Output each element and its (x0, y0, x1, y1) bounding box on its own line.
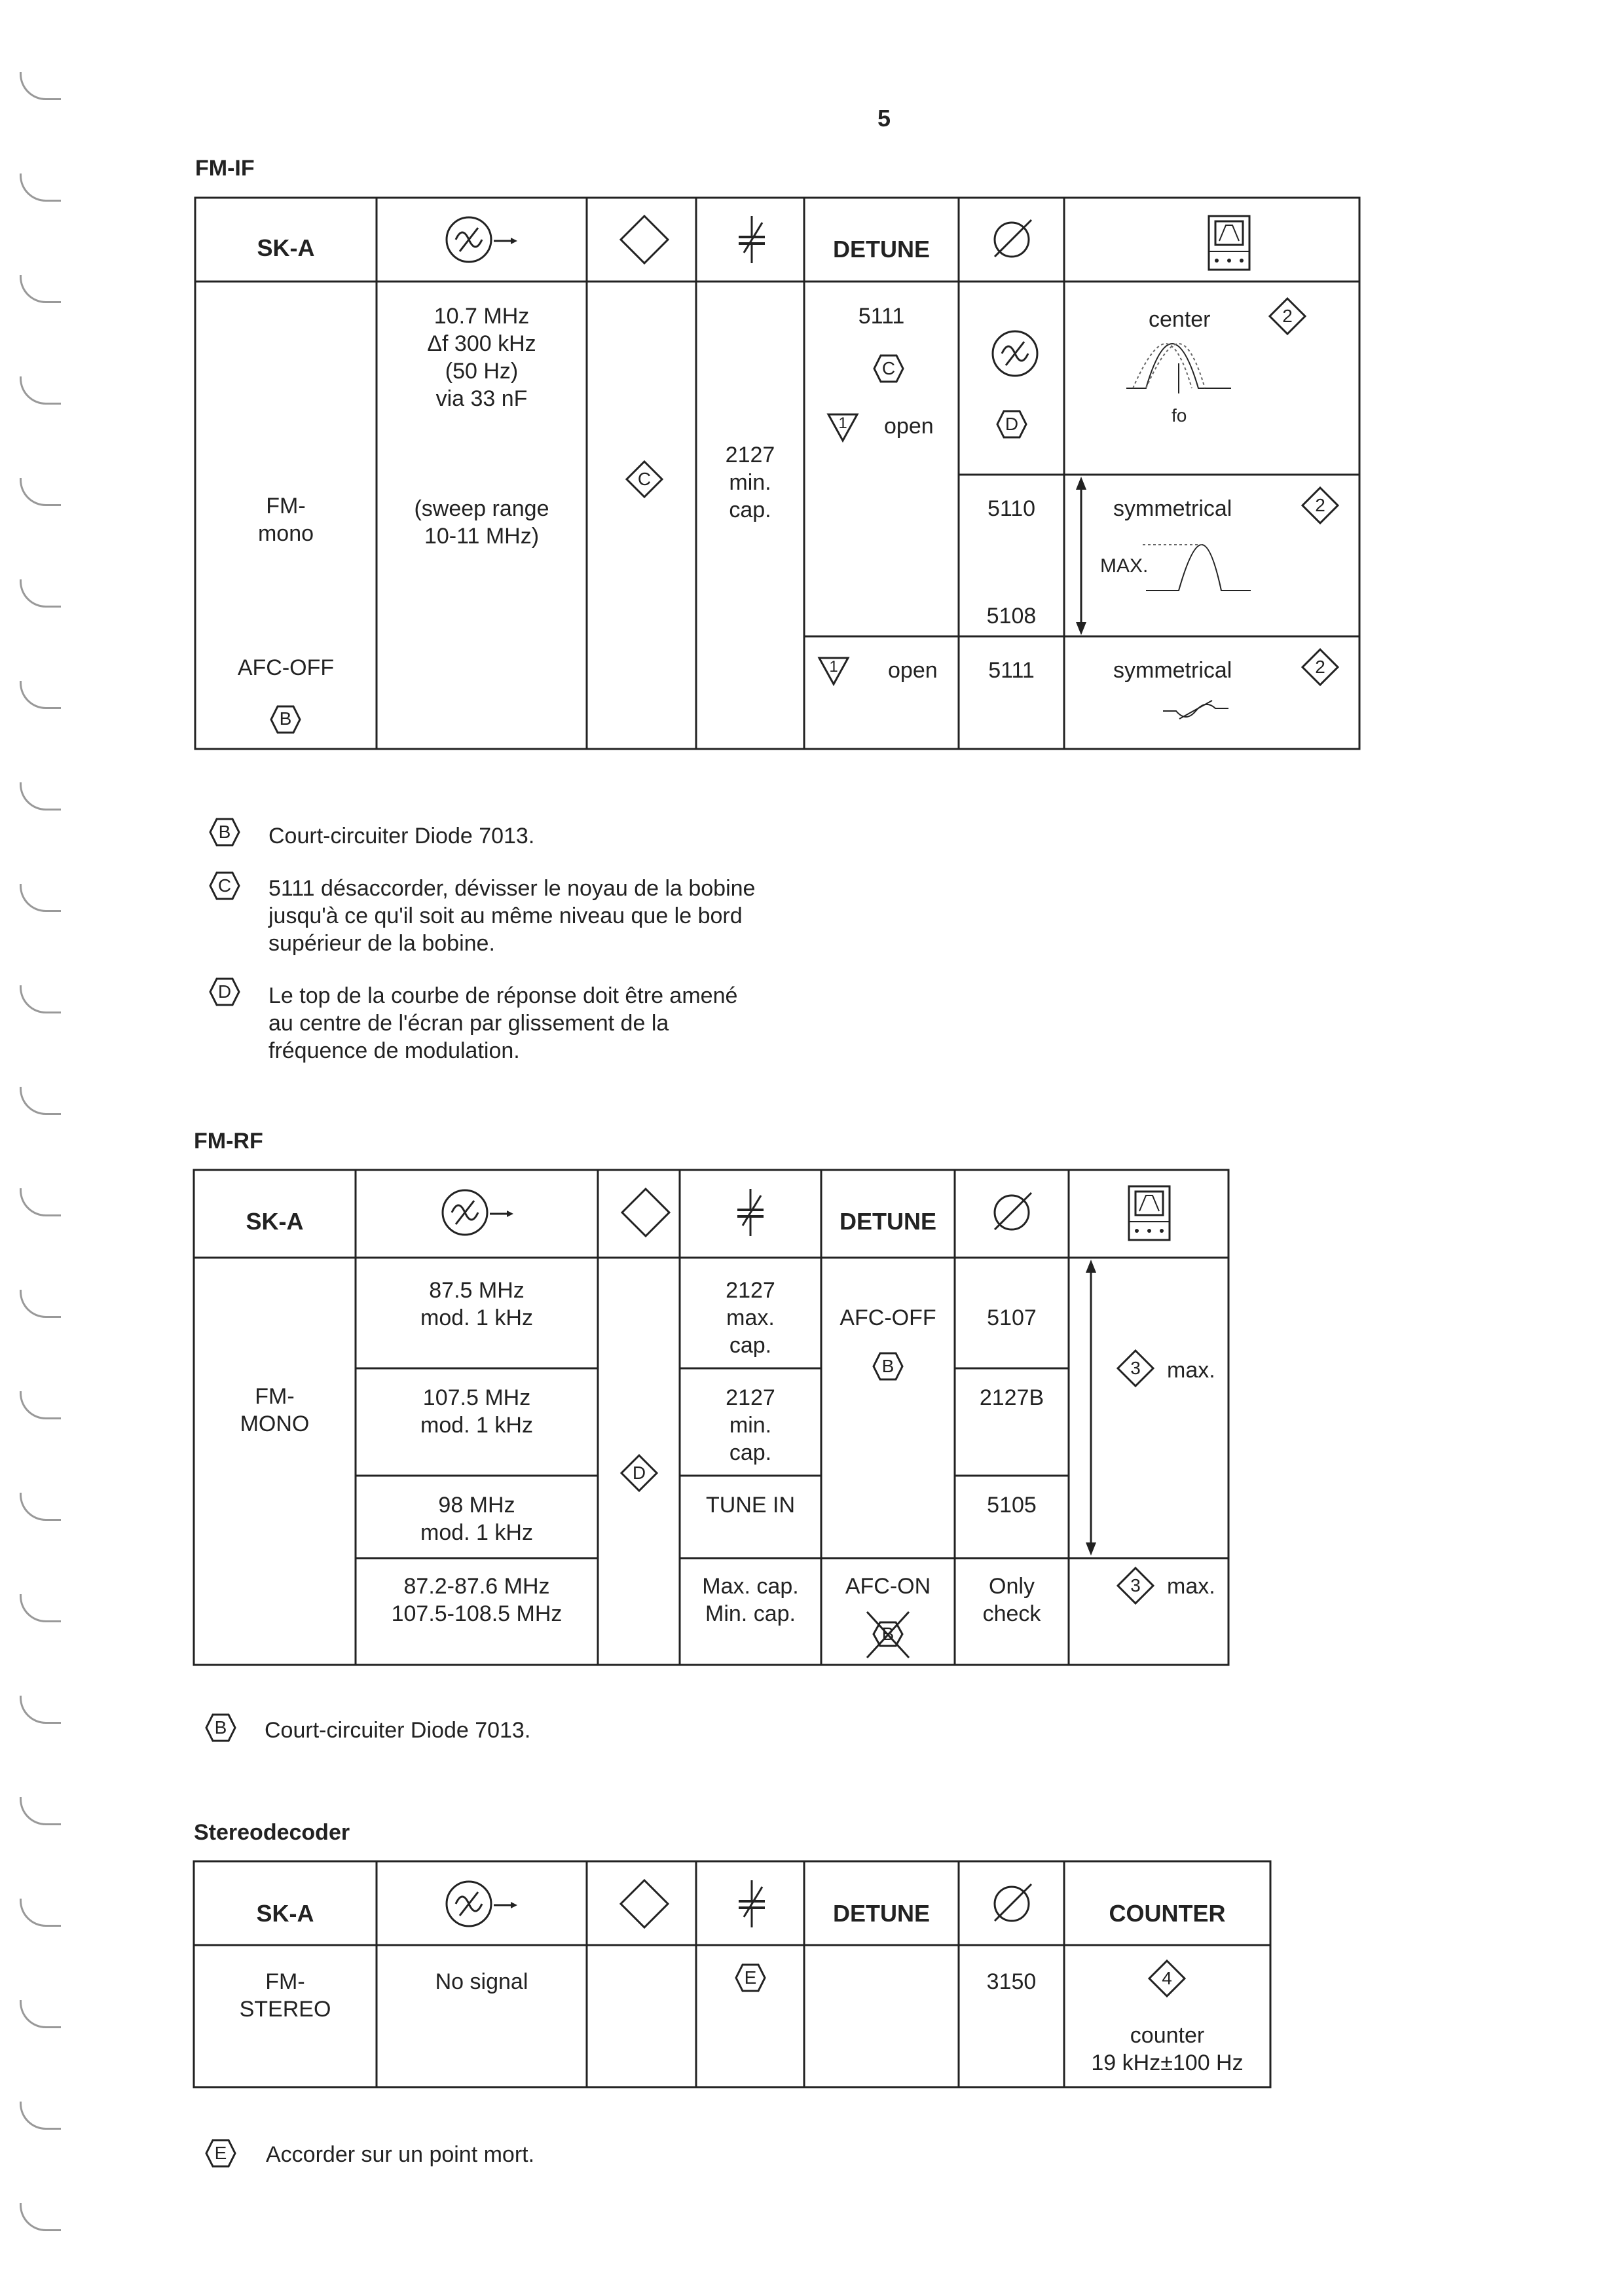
fm-if-connect-marker: C (637, 469, 652, 489)
fm-rf-header-detune: DETUNE (839, 1208, 936, 1235)
stereo-header-sk: SK-A (256, 1900, 314, 1927)
fm-rf-detune-bottom: AFC-ON (845, 1574, 931, 1599)
stereo-note-marker: E (214, 2143, 227, 2163)
fm-rf-row4-gen-2: 107.5-108.5 MHz (391, 1601, 563, 1626)
stereo-result-line-1: counter (1130, 2023, 1205, 2048)
stereo-note-text: Accorder sur un point mort. (266, 2142, 535, 2167)
stereo-sk-value-1: FM- (265, 1969, 305, 1994)
fm-if-gen-2: Δf 300 kHz (427, 331, 536, 356)
fm-if-result-sym-2: symmetrical (1113, 658, 1232, 683)
fm-if-sk-marker-label: B (279, 708, 292, 729)
stereo-adjust: 3150 (986, 1969, 1037, 1994)
fm-rf-row2-trim-3: cap. (729, 1440, 772, 1465)
note-b-text: Court-circuiter Diode 7013. (268, 824, 535, 848)
fm-rf-row4-adjust-1: Only (989, 1574, 1035, 1599)
fm-if-sk-value-3: AFC-OFF (237, 655, 335, 680)
fm-if-open-1-text: open (884, 414, 934, 439)
fm-rf-sk-value-2: MONO (240, 1412, 310, 1436)
note-d-line-3: fréquence de modulation. (268, 1038, 520, 1063)
fm-if-open-1-num: 1 (838, 414, 847, 432)
stereo-header-detune: DETUNE (832, 1900, 930, 1927)
fm-if-adjust-marker: D (1005, 414, 1019, 434)
s-curve-icon (1156, 697, 1235, 723)
stereo-header-counter: COUNTER (1109, 1900, 1226, 1927)
fm-rf-header-sk: SK-A (246, 1208, 304, 1235)
fm-rf-connect-diamond-icon (619, 1186, 672, 1239)
note-d-line-2: au centre de l'écran par glissement de la (268, 1011, 669, 1036)
note-d-line-1: Le top de la courbe de réponse doit être amené (268, 983, 738, 1008)
fm-rf-row3-gen-2: mod. 1 kHz (420, 1520, 533, 1545)
fm-if-result-fo: fo (1172, 405, 1187, 426)
fm-if-result-center-num: 2 (1282, 306, 1293, 326)
fm-if-header-sk: SK-A (257, 234, 315, 261)
fm-rf-row1-adjust: 5107 (987, 1305, 1037, 1330)
fm-rf-row4-adjust-2: check (982, 1601, 1041, 1626)
fm-rf-row2-adjust: 2127B (979, 1385, 1044, 1410)
stereo-trimmer-icon (732, 1878, 771, 1930)
fm-if-trim-3: cap. (729, 498, 771, 522)
fm-if-result-sym-1: symmetrical (1113, 496, 1232, 521)
stereo-trim-marker: E (744, 1967, 757, 1988)
trimmer-capacitor-icon (732, 213, 771, 266)
fm-if-trim-2: min. (729, 470, 771, 495)
fm-if-header-detune: DETUNE (832, 236, 930, 263)
response-curve-center-icon (1120, 337, 1238, 396)
fm-rf-result-num-2: 3 (1130, 1575, 1141, 1595)
fm-rf-trimmer-icon (731, 1186, 770, 1239)
fm-rf-detune-bottom-marker: B (881, 1624, 895, 1644)
fm-rf-adjust-icon (986, 1186, 1038, 1239)
fm-if-result-sym-2-num: 2 (1315, 657, 1325, 677)
generator-icon (444, 213, 523, 266)
oscilloscope-icon (1206, 213, 1252, 272)
stereo-result-num: 4 (1162, 1968, 1172, 1988)
fm-rf-row2-trim-2: min. (729, 1413, 772, 1438)
fm-rf-row1-trim-3: cap. (729, 1333, 772, 1358)
fm-rf-row1-trim-1: 2127 (726, 1278, 775, 1303)
fm-rf-row3-gen-1: 98 MHz (438, 1493, 515, 1518)
fm-if-sk-value-1: FM- (266, 494, 306, 519)
fm-rf-generator-icon (440, 1186, 519, 1239)
fm-rf-row2-trim-1: 2127 (726, 1385, 775, 1410)
fm-if-gen-3: (50 Hz) (445, 359, 519, 384)
fm-if-gen-1: 10.7 MHz (434, 304, 530, 329)
fm-rf-row2-gen-2: mod. 1 kHz (420, 1413, 533, 1438)
fm-rf-note-text: Court-circuiter Diode 7013. (265, 1718, 531, 1743)
fm-if-title: FM-IF (195, 156, 255, 181)
fm-if-open-2-num: 1 (829, 658, 838, 676)
fm-rf-detune-top: AFC-OFF (840, 1305, 936, 1330)
fm-if-gen-4: via 33 nF (435, 386, 528, 411)
fm-if-trim-1: 2127 (725, 443, 775, 467)
fm-if-detune-marker: C (881, 358, 896, 378)
fm-rf-row1-gen-1: 87.5 MHz (429, 1278, 525, 1303)
fm-rf-row4-trim-1: Max. cap. (702, 1574, 799, 1599)
note-c-line-1: 5111 désaccorder, dévisser le noyau de la bobine (268, 876, 756, 901)
adjust-icon (986, 213, 1038, 266)
fm-rf-row2-gen-1: 107.5 MHz (422, 1385, 531, 1410)
stereo-generator-icon (444, 1878, 523, 1930)
fm-rf-row4-trim-2: Min. cap. (705, 1601, 796, 1626)
fm-if-result-max: MAX. (1100, 555, 1149, 577)
note-c-marker: C (217, 875, 232, 896)
fm-rf-oscilloscope-icon (1126, 1184, 1172, 1243)
stereo-sk-value-2: STEREO (239, 1997, 331, 2022)
connect-diamond-icon (618, 213, 671, 266)
fm-rf-detune-marker: B (881, 1356, 895, 1376)
fm-rf-row3-trim-1: TUNE IN (706, 1493, 795, 1518)
fm-if-adjust-5108: 5108 (986, 604, 1037, 629)
fm-if-result-sym-1-num: 2 (1315, 495, 1325, 515)
fm-if-gen-5: (sweep range (414, 496, 549, 521)
stereo-generator: No signal (435, 1969, 528, 1994)
fm-rf-row1-gen-2: mod. 1 kHz (420, 1305, 533, 1330)
fm-if-result-center: center (1149, 307, 1211, 332)
fm-rf-result-text: max. (1167, 1358, 1215, 1383)
note-b-marker: B (218, 822, 231, 842)
note-d-marker: D (217, 981, 232, 1002)
fm-if-adjust-5110: 5110 (987, 496, 1036, 521)
fm-if-open-2-text: open (888, 658, 938, 683)
fm-rf-connect-marker: D (632, 1463, 646, 1483)
fm-rf-row3-adjust: 5105 (987, 1493, 1037, 1518)
fm-rf-result-num: 3 (1130, 1358, 1141, 1378)
response-curve-max-icon (1139, 538, 1257, 597)
page-number: 5 (877, 105, 891, 132)
fm-if-sk-value-2: mono (257, 521, 314, 546)
stereo-result-line-2: 19 kHz±100 Hz (1091, 2050, 1244, 2075)
fm-if-detune-top: 5111 (858, 304, 905, 329)
fm-rf-note-marker: B (214, 1717, 227, 1738)
fm-rf-row4-gen-1: 87.2-87.6 MHz (403, 1574, 550, 1599)
fm-rf-sk-value-1: FM- (255, 1384, 295, 1409)
note-c-line-2: jusqu'à ce qu'il soit au même niveau que le bord (268, 903, 743, 928)
stereo-connect-diamond-icon (618, 1878, 671, 1930)
fm-rf-title: FM-RF (194, 1129, 263, 1154)
fm-if-adjust-5111: 5111 (988, 658, 1035, 683)
stereo-title: Stereodecoder (194, 1820, 350, 1845)
fm-rf-row1-trim-2: max. (726, 1305, 775, 1330)
stereo-adjust-icon (986, 1878, 1038, 1930)
fm-if-gen-6: 10-11 MHz) (424, 524, 540, 549)
fm-if-adjust-generator-icon (989, 327, 1041, 380)
fm-rf-result-text-2: max. (1167, 1574, 1215, 1599)
note-c-line-3: supérieur de la bobine. (268, 931, 495, 956)
